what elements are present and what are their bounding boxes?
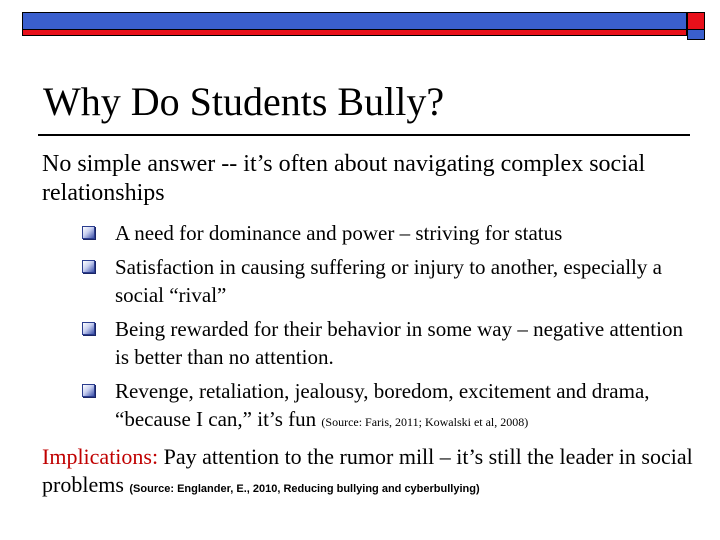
intro-text: No simple answer -- it’s often about navigating complex social relationships [42,151,646,206]
corner-square-blue [687,30,705,40]
bullet-list [82,219,702,442]
implications-label: Implications: [42,444,159,469]
square-bullet-icon [82,322,95,335]
square-bullet-icon [82,226,95,239]
bullet-item [82,377,702,436]
bullet-text: A need for dominance and power – striving for status [115,221,563,245]
title-divider [38,134,690,136]
implications-text: Pay attention to the rumor mill – it’s still the leader in social problems [42,444,693,497]
slide-title: Why Do Students Bully? [43,79,445,124]
top-accent-line [22,30,687,36]
top-decorative-bar [22,12,687,30]
square-bullet-icon [82,384,95,397]
bullet-text: Revenge, retaliation, jealousy, boredom, excitement and drama, “because I can,” it’s fun [115,379,650,431]
square-bullet-icon [82,260,95,273]
bullet-item [82,219,702,247]
bullet-item [82,253,702,309]
bullet-source-citation: (Source: Faris, 2011; Kowalski et al, 2008) [321,415,529,429]
corner-square-red [687,12,705,30]
bullet-text: Satisfaction in causing suffering or injury to another, especially a social “rival” [115,255,662,307]
implications-source-citation: (Source: Englander, E., 2010, Reducing bullying and cyberbullying) [129,483,480,495]
implications-paragraph [42,443,702,503]
bullet-item [82,315,702,371]
bullet-text: Being rewarded for their behavior in some way – negative attention is better than no attention. [115,317,683,369]
